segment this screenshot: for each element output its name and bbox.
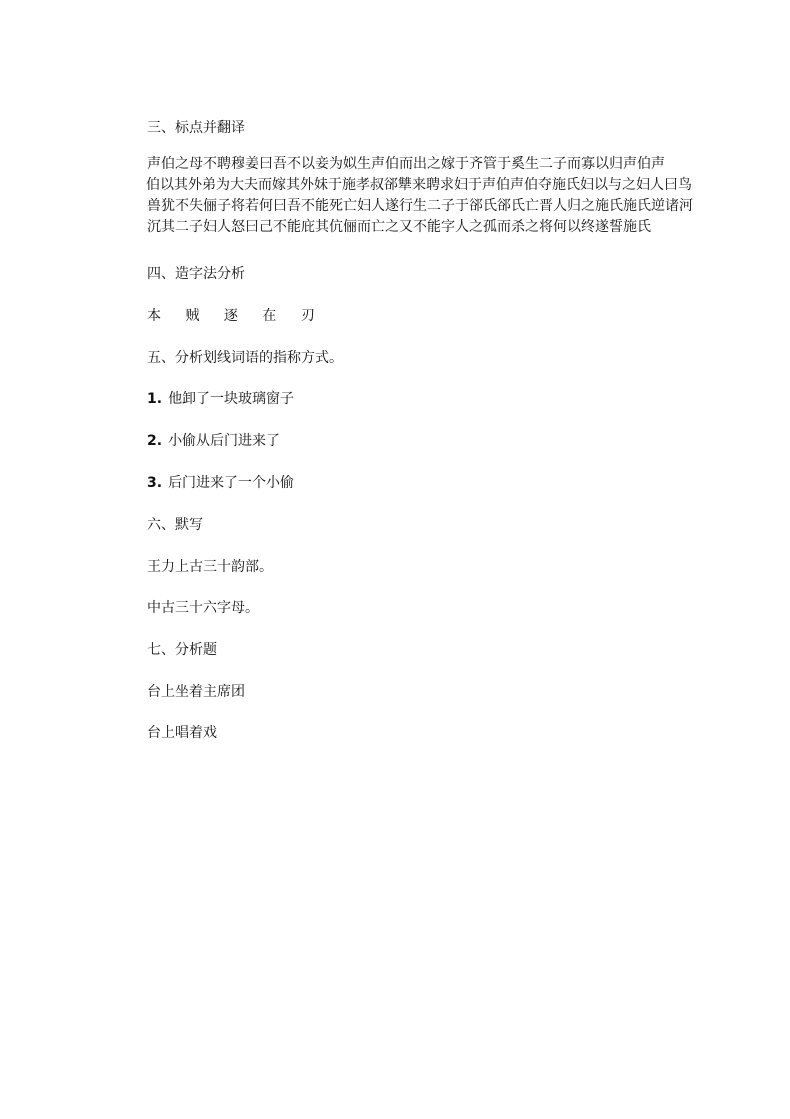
passage-line-3: 兽犹不失俪子将若何曰吾不能死亡妇人遂行生二子于郤氏郤氏亡晋人归之施氏施氏逆诸河: [147, 198, 693, 214]
section-7-item-2: 台上唱着戏: [147, 725, 217, 741]
char-3: 逐: [223, 308, 238, 324]
classical-passage: [146, 154, 693, 238]
character-list: [147, 306, 335, 326]
section-5-item-3: [147, 473, 294, 493]
char-4: 在: [262, 308, 277, 324]
section-6-heading: 六、默写: [147, 517, 203, 533]
char-5: 刃: [300, 308, 315, 324]
item-number: 3.: [147, 475, 163, 491]
section-3-heading: 三、标点并翻译: [147, 120, 245, 136]
item-text: 后门进来了一个小偷: [168, 475, 295, 491]
passage-line-2: 伯以其外弟为大夫而嫁其外妹于施孝叔郤犨来聘求妇于声伯声伯夺施氏妇以与之妇人曰鸟: [146, 177, 692, 193]
char-1: 本: [147, 308, 161, 324]
section-6-item-2: 中古三十六字母。: [147, 600, 259, 616]
item-text: 他卸了一块玻璃窗子: [168, 391, 295, 407]
passage-line-1: 声伯之母不聘穆姜曰吾不以妾为姒生声伯而出之嫁于齐管于奚生二子而寡以归声伯声: [147, 156, 665, 172]
section-5-item-1: [147, 389, 294, 409]
section-5-item-2: [147, 431, 280, 451]
section-5-heading: 五、分析划线词语的指称方式。: [147, 350, 343, 366]
section-6-item-1: 王力上古三十韵部。: [147, 559, 273, 575]
section-7-item-1: 台上坐着主席团: [147, 684, 245, 700]
char-2: 贼: [185, 308, 200, 324]
item-number: 1.: [147, 391, 163, 407]
item-text: 小偷从后门进来了: [168, 433, 281, 449]
section-7-heading: 七、分析题: [147, 642, 217, 658]
section-4-heading: 四、造字法分析: [147, 266, 245, 282]
item-number: 2.: [147, 433, 163, 449]
passage-line-4: 沉其二子妇人怒曰己不能庇其伉俪而亡之又不能字人之孤而杀之将何以终遂誓施氏: [147, 219, 651, 235]
